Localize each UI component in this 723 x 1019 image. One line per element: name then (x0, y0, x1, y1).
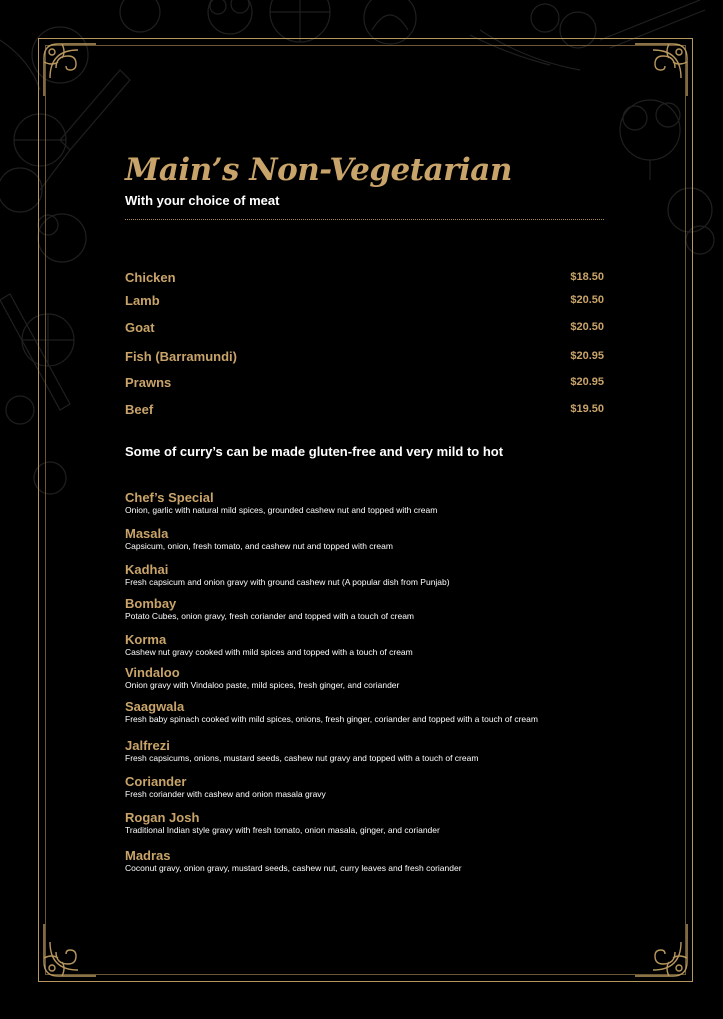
meat-name: Lamb (125, 292, 160, 308)
curry-name: Masala (125, 526, 169, 541)
curry-item (125, 490, 605, 516)
curry-name: Vindaloo (125, 665, 180, 680)
curry-description: Traditional Indian style gravy with fresh tomato, onion masala, ginger, and coriander (125, 825, 440, 835)
curry-name: Bombay (125, 596, 177, 611)
curry-item (125, 632, 605, 658)
gluten-free-note: Some of curry’s can be made gluten-free and very mild to hot (125, 444, 504, 459)
curry-item (125, 526, 605, 552)
meat-name: Beef (125, 401, 154, 417)
curry-description: Capsicum, onion, fresh tomato, and cashew nut and topped with cream (125, 541, 393, 551)
curry-name: Kadhai (125, 562, 169, 577)
dotted-divider (125, 219, 604, 220)
curry-description: Fresh capsicums, onions, mustard seeds, cashew nut gravy and topped with a touch of cream (125, 753, 479, 763)
curry-description: Onion, garlic with natural mild spices, grounded cashew nut and topped with cream (125, 505, 438, 515)
curry-item (125, 774, 605, 800)
meat-price: $20.50 (570, 294, 604, 306)
curry-description: Potato Cubes, onion gravy, fresh coriander and topped with a touch of cream (125, 611, 415, 621)
curry-name: Jalfrezi (125, 738, 170, 753)
corner-ornament-icon (38, 918, 102, 982)
curry-description: Fresh coriander with cashew and onion masala gravy (125, 789, 326, 799)
curry-item (125, 596, 605, 622)
corner-ornament-icon (629, 918, 693, 982)
curry-name: Coriander (125, 774, 187, 789)
curry-description: Coconut gravy, onion gravy, mustard seeds, cashew nut, curry leaves and fresh coriander (125, 863, 462, 873)
curry-item (125, 810, 605, 836)
curry-description: Onion gravy with Vindaloo paste, mild spices, fresh ginger, and coriander (125, 680, 400, 690)
curry-description: Cashew nut gravy cooked with mild spices and topped with a touch of cream (125, 647, 413, 657)
curry-name: Chef’s Special (125, 490, 214, 505)
meat-price: $18.50 (570, 271, 604, 283)
price-row-lamb (125, 291, 604, 309)
menu-title: Main’s Non-Vegetarian (125, 152, 512, 188)
curry-item (125, 848, 605, 874)
curry-item (125, 562, 605, 588)
price-row-fish (125, 347, 604, 365)
curry-item (125, 699, 605, 725)
price-row-beef (125, 400, 604, 418)
price-row-goat (125, 318, 604, 336)
curry-name: Madras (125, 848, 171, 863)
corner-ornament-icon (629, 38, 693, 102)
meat-name: Prawns (125, 374, 172, 390)
curry-name: Saagwala (125, 699, 185, 714)
meat-price: $20.95 (570, 376, 604, 388)
meat-price: $20.95 (570, 350, 604, 362)
curry-name: Rogan Josh (125, 810, 200, 825)
curry-item (125, 665, 605, 691)
meat-name: Goat (125, 319, 155, 335)
price-row-prawns (125, 373, 604, 391)
curry-description: Fresh baby spinach cooked with mild spices, onions, fresh ginger, coriander and topped with a touch of cream (125, 714, 538, 724)
meat-name: Chicken (125, 269, 176, 285)
meat-price: $20.50 (570, 321, 604, 333)
meat-name: Fish (Barramundi) (125, 348, 237, 364)
curry-item (125, 738, 605, 764)
menu-subtitle: With your choice of meat (125, 193, 280, 208)
curry-name: Korma (125, 632, 167, 647)
corner-ornament-icon (38, 38, 102, 102)
price-row-chicken (125, 268, 604, 286)
curry-description: Fresh capsicum and onion gravy with ground cashew nut (A popular dish from Punjab) (125, 577, 450, 587)
meat-price: $19.50 (570, 403, 604, 415)
